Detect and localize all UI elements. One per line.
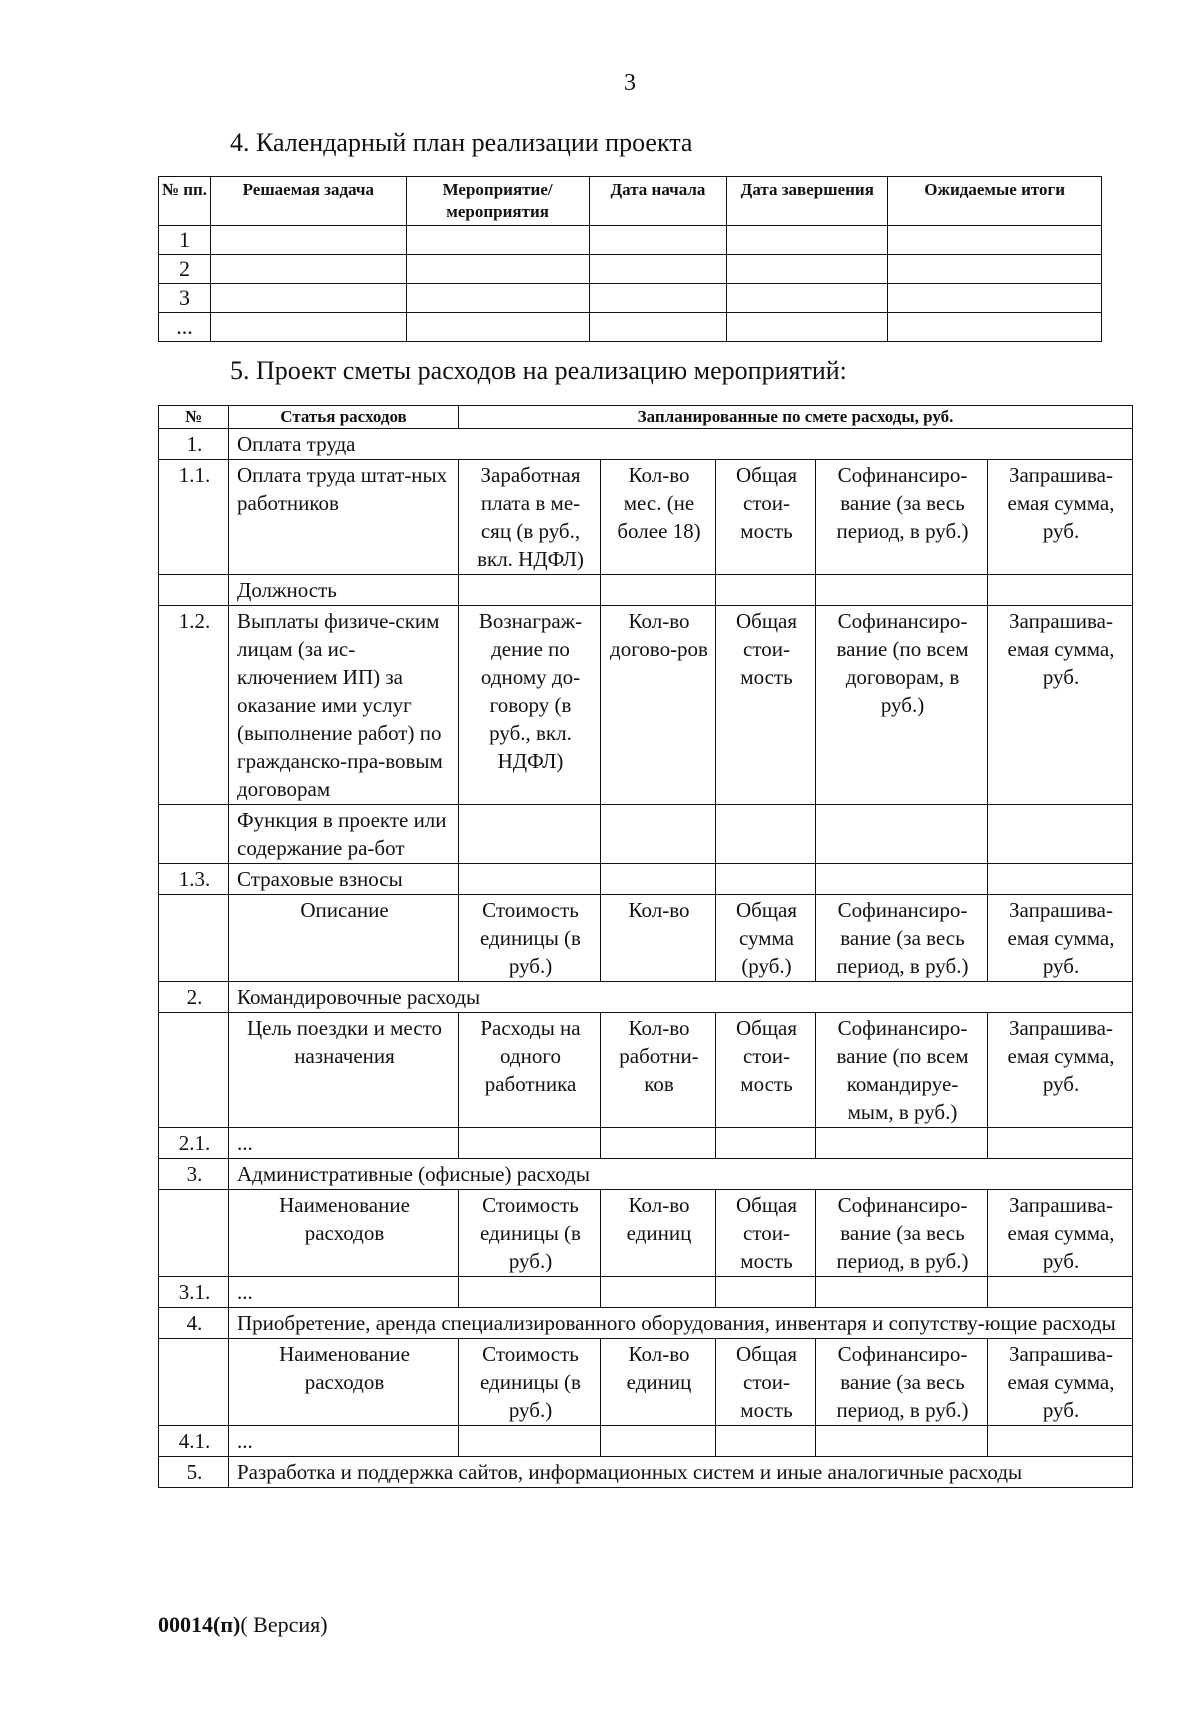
table-row	[159, 805, 1133, 864]
table-cell[interactable]	[888, 284, 1102, 313]
table-cell[interactable]	[601, 864, 716, 895]
table-cell[interactable]	[589, 226, 727, 255]
column-label: Запрашива-емая сумма, руб.	[988, 1013, 1133, 1128]
column-label: Запрашива-емая сумма, руб.	[988, 460, 1133, 575]
row-label: ...	[229, 1128, 459, 1159]
table-cell[interactable]	[988, 575, 1133, 606]
table-row	[159, 1457, 1133, 1488]
table-cell[interactable]	[601, 1426, 716, 1457]
column-label: Общая стои-мость	[716, 1013, 816, 1128]
column-label: Кол-во мес. (не более 18)	[601, 460, 716, 575]
row-number: 1.1.	[159, 460, 229, 575]
row-label: ...	[229, 1277, 459, 1308]
table-cell[interactable]	[988, 1128, 1133, 1159]
version-label: ( Версия)	[240, 1612, 328, 1637]
table-cell	[159, 895, 229, 982]
table-cell[interactable]	[716, 1128, 816, 1159]
row-number: 2	[159, 255, 211, 284]
page-number: 3	[624, 70, 636, 96]
column-label: Софинансиро-вание (за весь период, в руб.)	[816, 1190, 988, 1277]
table-row	[159, 1128, 1133, 1159]
table-cell[interactable]	[727, 226, 888, 255]
table-cell[interactable]	[210, 284, 406, 313]
document-footer	[158, 1612, 328, 1638]
section-5-title: 5. Проект сметы расходов на реализацию мероприятий:	[230, 356, 847, 385]
column-label: Запрашива-емая сумма, руб.	[988, 1339, 1133, 1426]
form-code: 00014(п)	[158, 1612, 241, 1637]
column-label: Расходы на одного работника	[459, 1013, 601, 1128]
header-cell: Статья расходов	[229, 406, 459, 429]
row-label: Оплата труда	[229, 429, 1133, 460]
table-cell[interactable]	[816, 805, 988, 864]
row-number: 3.	[159, 1159, 229, 1190]
column-label: Вознаграж-дение по одному до-говору (в руб., вкл. НДФЛ)	[459, 606, 601, 805]
column-label: Запрашива-емая сумма, руб.	[988, 1190, 1133, 1277]
header-cell: Запланированные по смете расходы, руб.	[459, 406, 1133, 429]
table-cell[interactable]	[988, 1277, 1133, 1308]
column-label: Кол-во единиц	[601, 1190, 716, 1277]
table-cell[interactable]	[210, 226, 406, 255]
table-row	[159, 1426, 1133, 1457]
table-cell[interactable]	[459, 1128, 601, 1159]
header-cell: Ожидаемые итоги	[888, 177, 1102, 226]
column-label: Софинансиро-вание (по всем договорам, в руб.)	[816, 606, 988, 805]
column-label: Общая стои-мость	[716, 606, 816, 805]
table-cell	[159, 575, 229, 606]
table-cell[interactable]	[459, 1277, 601, 1308]
table-cell[interactable]	[716, 575, 816, 606]
row-number: 2.	[159, 982, 229, 1013]
budget-table	[158, 405, 1133, 1488]
table-cell[interactable]	[589, 255, 727, 284]
row-number: 1.2.	[159, 606, 229, 805]
table-cell[interactable]	[406, 255, 589, 284]
column-label: Описание	[229, 895, 459, 982]
row-number: 1.	[159, 429, 229, 460]
header-cell: Дата начала	[589, 177, 727, 226]
row-number: ...	[159, 313, 211, 342]
table-row	[159, 895, 1133, 982]
table-row	[159, 284, 1102, 313]
column-label: Стоимость единицы (в руб.)	[459, 1190, 601, 1277]
table-row	[159, 226, 1102, 255]
row-label: Страховые взносы	[229, 864, 459, 895]
table-cell[interactable]	[888, 313, 1102, 342]
table-row	[159, 460, 1133, 575]
table-cell	[159, 1013, 229, 1128]
row-number: 5.	[159, 1457, 229, 1488]
table-cell[interactable]	[988, 805, 1133, 864]
table-cell[interactable]	[601, 1128, 716, 1159]
row-label: Разработка и поддержка сайтов, информационных систем и иные аналогичные расходы	[229, 1457, 1133, 1488]
column-label: Софинансиро-вание (за весь период, в руб.)	[816, 460, 988, 575]
table-row	[159, 606, 1133, 805]
column-label: Кол-во единиц	[601, 1339, 716, 1426]
table-cell[interactable]	[716, 1277, 816, 1308]
row-label: Приобретение, аренда специализированного оборудования, инвентаря и сопутству-ющие расходы	[229, 1308, 1133, 1339]
table-cell[interactable]	[816, 864, 988, 895]
table-cell[interactable]	[406, 226, 589, 255]
header-cell: №	[159, 406, 229, 429]
table-row	[159, 575, 1133, 606]
column-label: Общая стои-мость	[716, 1190, 816, 1277]
table-cell[interactable]	[601, 575, 716, 606]
table-cell[interactable]	[888, 255, 1102, 284]
table-cell[interactable]	[816, 1277, 988, 1308]
row-number: 4.1.	[159, 1426, 229, 1457]
row-label: Выплаты физиче-ским лицам (за ис-ключением ИП) за оказание ими услуг (выполнение работ) по гражданско-пра-вовым договорам	[229, 606, 459, 805]
section-4-title: 4. Календарный план реализации проекта	[230, 128, 693, 157]
row-label: Командировочные расходы	[229, 982, 1133, 1013]
row-label: ...	[229, 1426, 459, 1457]
column-label: Наименование расходов	[229, 1339, 459, 1426]
table-row	[159, 1159, 1133, 1190]
column-label: Софинансиро-вание (за весь период, в руб.)	[816, 1339, 988, 1426]
table-cell[interactable]	[459, 1426, 601, 1457]
table-cell[interactable]	[716, 864, 816, 895]
table-cell	[159, 1190, 229, 1277]
table-row	[159, 982, 1133, 1013]
column-label: Стоимость единицы (в руб.)	[459, 895, 601, 982]
row-number: 3	[159, 284, 211, 313]
row-number: 1	[159, 226, 211, 255]
row-number: 1.3.	[159, 864, 229, 895]
table-cell[interactable]	[406, 313, 589, 342]
table-cell[interactable]	[459, 575, 601, 606]
table-row	[159, 1339, 1133, 1426]
table-cell[interactable]	[459, 864, 601, 895]
table-cell[interactable]	[210, 313, 406, 342]
table-cell	[159, 1339, 229, 1426]
column-label: Общая стои-мость	[716, 1339, 816, 1426]
column-label: Запрашива-емая сумма, руб.	[988, 606, 1133, 805]
table-cell	[159, 805, 229, 864]
table-row	[159, 1277, 1133, 1308]
row-label: Функция в проекте или содержание ра-бот	[229, 805, 459, 864]
table-cell[interactable]	[816, 1128, 988, 1159]
table-cell[interactable]	[716, 805, 816, 864]
table-row	[159, 864, 1133, 895]
row-number: 2.1.	[159, 1128, 229, 1159]
table-cell[interactable]	[816, 1426, 988, 1457]
row-label: Должность	[229, 575, 459, 606]
row-label: Административные (офисные) расходы	[229, 1159, 1133, 1190]
table-cell[interactable]	[988, 1426, 1133, 1457]
column-label: Цель поездки и место назначения	[229, 1013, 459, 1128]
table-row	[159, 313, 1102, 342]
table-row	[159, 1308, 1133, 1339]
column-label: Запрашива-емая сумма, руб.	[988, 895, 1133, 982]
table-cell[interactable]	[210, 255, 406, 284]
column-label: Кол-во	[601, 895, 716, 982]
table-cell[interactable]	[727, 284, 888, 313]
table-cell[interactable]	[727, 313, 888, 342]
table-cell[interactable]	[589, 284, 727, 313]
table-row	[159, 429, 1133, 460]
table-row	[159, 1013, 1133, 1128]
header-cell: Мероприятие/ мероприятия	[406, 177, 589, 226]
column-label: Софинансиро-вание (по всем командируе-мым, в руб.)	[816, 1013, 988, 1128]
header-cell: Решаемая задача	[210, 177, 406, 226]
column-label: Наименование расходов	[229, 1190, 459, 1277]
table-header-row	[159, 406, 1133, 429]
table-cell[interactable]	[988, 864, 1133, 895]
column-label: Кол-во работни-ков	[601, 1013, 716, 1128]
column-label: Софинансиро-вание (за весь период, в руб.)	[816, 895, 988, 982]
calendar-plan-table	[158, 176, 1102, 342]
column-label: Общая стои-мость	[716, 460, 816, 575]
table-header-row	[159, 177, 1102, 226]
table-cell[interactable]	[601, 1277, 716, 1308]
column-label: Общая сумма (руб.)	[716, 895, 816, 982]
column-label: Стоимость единицы (в руб.)	[459, 1339, 601, 1426]
table-row	[159, 255, 1102, 284]
column-label: Кол-во догово-ров	[601, 606, 716, 805]
header-cell: № пп.	[159, 177, 211, 226]
table-cell[interactable]	[601, 805, 716, 864]
row-number: 4.	[159, 1308, 229, 1339]
table-cell[interactable]	[888, 226, 1102, 255]
table-cell[interactable]	[459, 805, 601, 864]
table-row	[159, 1190, 1133, 1277]
table-cell[interactable]	[727, 255, 888, 284]
header-cell: Дата завершения	[727, 177, 888, 226]
table-cell[interactable]	[406, 284, 589, 313]
table-cell[interactable]	[816, 575, 988, 606]
table-cell[interactable]	[716, 1426, 816, 1457]
row-number: 3.1.	[159, 1277, 229, 1308]
table-cell[interactable]	[589, 313, 727, 342]
column-label: Заработная плата в ме-сяц (в руб., вкл. НДФЛ)	[459, 460, 601, 575]
row-label: Оплата труда штат-ных работников	[229, 460, 459, 575]
